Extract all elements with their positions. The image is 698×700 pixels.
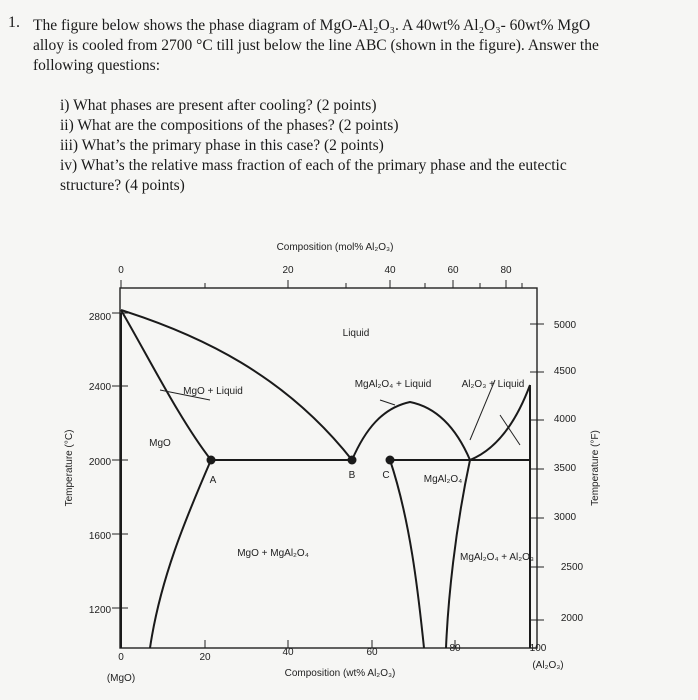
region-spinel-al2o3: MgAl₂O₄ + Al₂O₃ xyxy=(460,552,534,563)
right-tick-label: 2000 xyxy=(560,613,584,624)
right-tick-label: 3000 xyxy=(553,512,577,523)
subquestion-item: iii) What’s the primary phase in this case? (2 points) xyxy=(60,137,384,154)
question-number: 1. xyxy=(8,14,20,31)
phase-diagram xyxy=(0,230,698,700)
bottom-tick-label: 60 xyxy=(366,647,378,658)
prompt-line: following questions: xyxy=(33,57,161,74)
bottom-end-label-mgo: (MgO) xyxy=(106,673,136,684)
subquestion-item: iv) What’s the relative mass fraction of each of the primary phase and the eutectic xyxy=(60,157,567,174)
spinel-left-solvus-line xyxy=(390,460,424,648)
top-axis-label: Composition (mol% Al₂O₃) xyxy=(276,242,394,253)
bottom-tick-label: 0 xyxy=(118,652,124,663)
point-B-label: B xyxy=(348,470,356,481)
bottom-ticks xyxy=(205,640,455,648)
al2o3-liquidus-line xyxy=(470,385,530,460)
point-A-label: A xyxy=(209,475,217,486)
top-tick-label: 40 xyxy=(384,265,396,276)
question-prompt xyxy=(33,16,693,76)
top-tick-label: 0 xyxy=(118,265,124,276)
region-al2o3-liquid: Al₂O₃ + Liquid xyxy=(461,379,525,390)
subquestion-item: i) What phases are present after cooling? (2 points) xyxy=(60,97,377,114)
prompt-line: alloy is cooled from 2700 °C till just below the line ABC (shown in the figure). Answer the xyxy=(33,37,599,54)
region-liquid: Liquid xyxy=(342,328,370,339)
right-axis-label: Temperature (°F) xyxy=(590,430,601,506)
point-C-marker xyxy=(386,456,395,465)
bottom-tick-label: 40 xyxy=(282,647,294,658)
top-tick-label: 60 xyxy=(447,265,459,276)
phase-boundaries xyxy=(121,310,530,648)
left-axis-label: Temperature (°C) xyxy=(64,429,75,507)
point-B-marker xyxy=(348,456,357,465)
region-mgo-liquid: MgO + Liquid xyxy=(183,386,243,397)
subquestion-item: ii) What are the compositions of the phases? (2 points) xyxy=(60,117,399,134)
bottom-tick-label: 80 xyxy=(449,643,461,654)
plot-frame xyxy=(120,288,537,648)
subquestion-list xyxy=(60,96,690,196)
spinel-liquidus-line xyxy=(352,402,470,460)
subquestion-item-continued: structure? (4 points) xyxy=(60,177,185,194)
right-tick-label: 5000 xyxy=(553,320,577,331)
region-spinel: MgAl₂O₄ xyxy=(423,474,463,485)
region-spinel-liquid: MgAl₂O₄ + Liquid xyxy=(354,379,432,390)
point-C-label: C xyxy=(382,470,390,481)
point-A-marker xyxy=(207,456,216,465)
mgo-solvus-line xyxy=(150,460,211,648)
right-tick-label: 4000 xyxy=(553,414,577,425)
region-mgo: MgO xyxy=(149,438,171,449)
bottom-end-label-al2o3: (Al₂O₃) xyxy=(532,660,564,671)
bottom-tick-label: 100 xyxy=(529,643,547,654)
left-tick-label: 2400 xyxy=(88,382,112,393)
bottom-axis-label: Composition (wt% Al₂O₃) xyxy=(284,668,396,679)
top-tick-label: 80 xyxy=(500,265,512,276)
left-tick-label: 1200 xyxy=(88,605,112,616)
right-tick-label: 3500 xyxy=(553,463,577,474)
top-ticks xyxy=(121,280,522,288)
prompt-line: The figure below shows the phase diagram of MgO-Al₂O₃. A 40wt% Al₂O₃- 60wt% MgO xyxy=(33,17,591,34)
left-tick-label: 2000 xyxy=(88,457,112,468)
left-tick-label: 2800 xyxy=(88,312,112,323)
bottom-tick-label: 20 xyxy=(199,652,211,663)
top-tick-label: 20 xyxy=(282,265,294,276)
right-tick-label: 2500 xyxy=(560,562,584,573)
region-mgo-spinel: MgO + MgAl₂O₄ xyxy=(237,548,309,559)
left-tick-label: 1600 xyxy=(88,531,112,542)
right-tick-label: 4500 xyxy=(553,366,577,377)
